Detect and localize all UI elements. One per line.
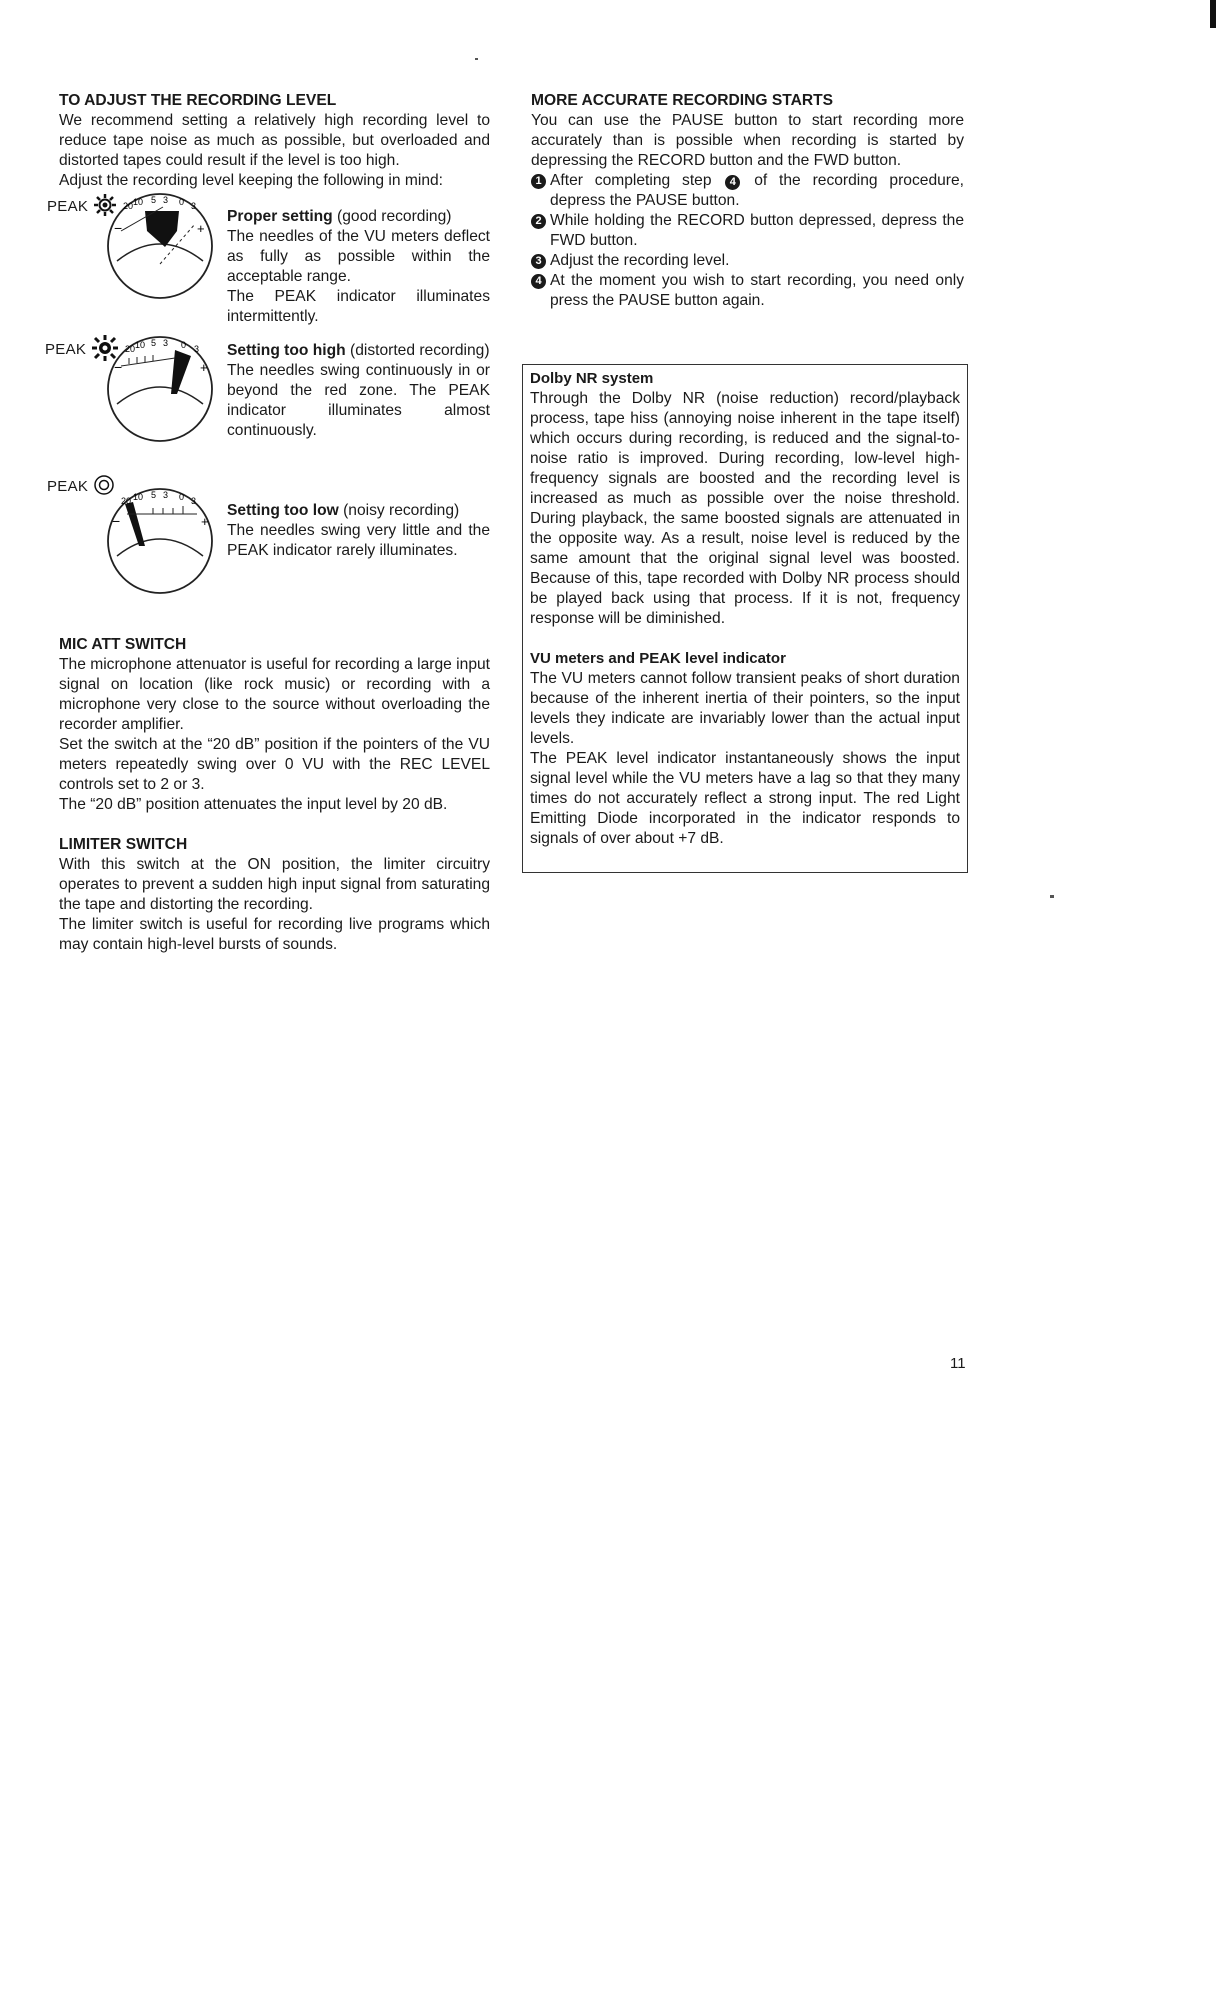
accurate-intro: You can use the PAUSE button to start recording more accurately than is possible when recording is started by depressing the RECORD button and the FWD button. — [531, 112, 964, 169]
meter-proper — [47, 191, 490, 331]
scan-speck — [475, 58, 478, 60]
adjust-para-2: Adjust the recording level keeping the following in mind: — [59, 172, 444, 189]
step-3-text: Adjust the recording level. — [550, 252, 730, 269]
step-1 — [531, 171, 964, 211]
scale-plus: + — [197, 221, 205, 236]
scale-plus: + — [200, 360, 208, 375]
scale-0: 0 — [181, 340, 187, 350]
scale-10: 10 — [133, 492, 144, 502]
vu-meter-proper — [105, 189, 215, 304]
scan-edge-mark — [1210, 0, 1216, 28]
scale-5: 5 — [151, 195, 157, 205]
scale-20: 20 — [121, 496, 132, 506]
step-1-text-a: After completing step — [550, 172, 724, 189]
step-4-text: At the moment you wish to start recording, you need only press the PAUSE button again. — [550, 272, 964, 309]
scale-3: 3 — [163, 490, 169, 500]
meter-too-high — [45, 331, 490, 471]
too-low-title-suffix: (noisy recording) — [338, 502, 460, 519]
too-low-line-1: The needles swing very little and the PEAK indicator rarely illuminates. — [227, 522, 490, 559]
page-number: 11 — [950, 1355, 966, 1372]
right-column — [531, 91, 964, 311]
scale-20: 20 — [123, 201, 134, 211]
scale-5: 5 — [151, 490, 157, 500]
too-high-title-suffix: (distorted recording) — [345, 342, 490, 359]
needle-zone-too-low — [125, 502, 145, 546]
vu-para-1: The VU meters cannot follow transient peaks of short duration because of the inherent inertia of their pointers, so the input levels they indicate are invariably lower than the actual input levels. — [530, 670, 960, 747]
too-low-title: Setting too low — [227, 502, 339, 519]
step-3 — [531, 251, 964, 271]
scale-0: 0 — [179, 197, 185, 207]
proper-line-2: The PEAK indicator illuminates intermittently. — [227, 288, 490, 325]
vu-meter-too-high — [105, 332, 215, 447]
scale-5: 5 — [151, 338, 157, 348]
scale-plus-3: 3 — [191, 496, 197, 506]
step-2 — [531, 211, 964, 251]
step-4 — [531, 271, 964, 311]
step-2-text: While holding the RECORD button depressed, depress the FWD button. — [550, 212, 964, 249]
proper-title: Proper setting — [227, 208, 333, 225]
peak-label: PEAK — [47, 193, 117, 217]
needle-zone-too-high — [171, 350, 191, 394]
scale-10: 10 — [133, 197, 144, 207]
limiter-para-1: With this switch at the ON position, the limiter circuitry operates to prevent a sudden high input signal from saturating the tape and distorting the recording. — [59, 856, 490, 913]
scale-3: 3 — [163, 195, 169, 205]
dolby-text: Through the Dolby NR (noise reduction) record/playback process, tape hiss (annoying noise inherent in the tape itself) which occurs during recording, is reduced and the signal-to-noise ratio is improved. During recording, low-level high-frequency signals are boosted and the recording level is increased as much as possible over the noise threshold. During playback, the same boosted signals are attenuated in the opposite way. As a result, noise level is reduced by the same amount that the original signal level was boosted. Because of this, tape recorded with Dolby NR process should be played back using that process. If it is not, frequency response will be diminished. — [530, 390, 960, 627]
scale-minus: − — [112, 513, 121, 529]
peak-label: PEAK — [47, 474, 115, 497]
accurate-heading: MORE ACCURATE RECORDING STARTS — [531, 92, 834, 109]
proper-setting-text — [227, 207, 490, 327]
vu-heading: VU meters and PEAK level indicator — [530, 650, 786, 667]
peak-label: PEAK — [45, 334, 119, 362]
scale-20: 20 — [125, 344, 136, 354]
limiter-heading: LIMITER SWITCH — [59, 836, 188, 853]
mic-att-heading: MIC ATT SWITCH — [59, 636, 187, 653]
limiter-para-2: The limiter switch is useful for recording live programs which may contain high-level bursts of sounds. — [59, 916, 490, 953]
too-low-text — [227, 501, 490, 561]
mic-att-para-1: The microphone attenuator is useful for recording a large input signal on location (like rock music) or recording with a microphone very close to the source without overloading the recorder amplifier. — [59, 656, 490, 733]
scale-plus: + — [201, 514, 209, 529]
scan-speck — [1050, 895, 1054, 898]
scale-minus: − — [114, 220, 123, 236]
proper-line-1: The needles of the VU meters deflect as fully as possible within the acceptable range. — [227, 228, 490, 285]
step-1-text-b: of the recording procedure, depress the PAUSE button. — [550, 172, 964, 209]
meter-too-low — [47, 471, 490, 621]
adjust-heading: TO ADJUST THE RECORDING LEVEL — [59, 92, 337, 109]
scale-plus-3: 3 — [194, 344, 200, 354]
scale-0: 0 — [179, 492, 185, 502]
vu-para-2: The PEAK level indicator instantaneously shows the input signal level while the VU meters have a lag so that they many times do not accurately reflect a strong input. The red Light Emitting Diode incorporated in the indicator responds to signals of over about +7 dB. — [530, 750, 960, 847]
step-ref: 4 — [725, 175, 740, 190]
needle-zone-proper — [145, 211, 179, 247]
left-column — [45, 91, 490, 955]
adjust-para-1: We recommend setting a relatively high recording level to reduce tape noise as much as possible, but overloaded and distorted tapes could result if the level is too high. — [59, 112, 490, 169]
scale-10: 10 — [135, 340, 146, 350]
proper-title-suffix: (good recording) — [332, 208, 452, 225]
too-high-text — [227, 341, 490, 441]
step-number: 4 — [531, 274, 546, 289]
step-number: 3 — [531, 254, 546, 269]
step-number: 2 — [531, 214, 546, 229]
scale-3: 3 — [163, 338, 169, 348]
step-number: 1 — [531, 174, 546, 189]
too-high-line-1: The needles swing continuously in or beyond the red zone. The PEAK indicator illuminates almost continuously. — [227, 362, 490, 439]
mic-att-para-3: The “20 dB” position attenuates the input level by 20 dB. — [59, 796, 448, 813]
vu-meter-too-low — [105, 484, 215, 599]
info-box — [522, 364, 968, 873]
dolby-heading: Dolby NR system — [530, 370, 654, 387]
scale-minus: − — [114, 359, 123, 375]
mic-att-para-2: Set the switch at the “20 dB” position if the pointers of the VU meters repeatedly swing over 0 VU with the REC LEVEL controls set to 2 or 3. — [59, 736, 490, 793]
too-high-title: Setting too high — [227, 342, 346, 359]
scale-plus-3: 3 — [191, 201, 197, 211]
